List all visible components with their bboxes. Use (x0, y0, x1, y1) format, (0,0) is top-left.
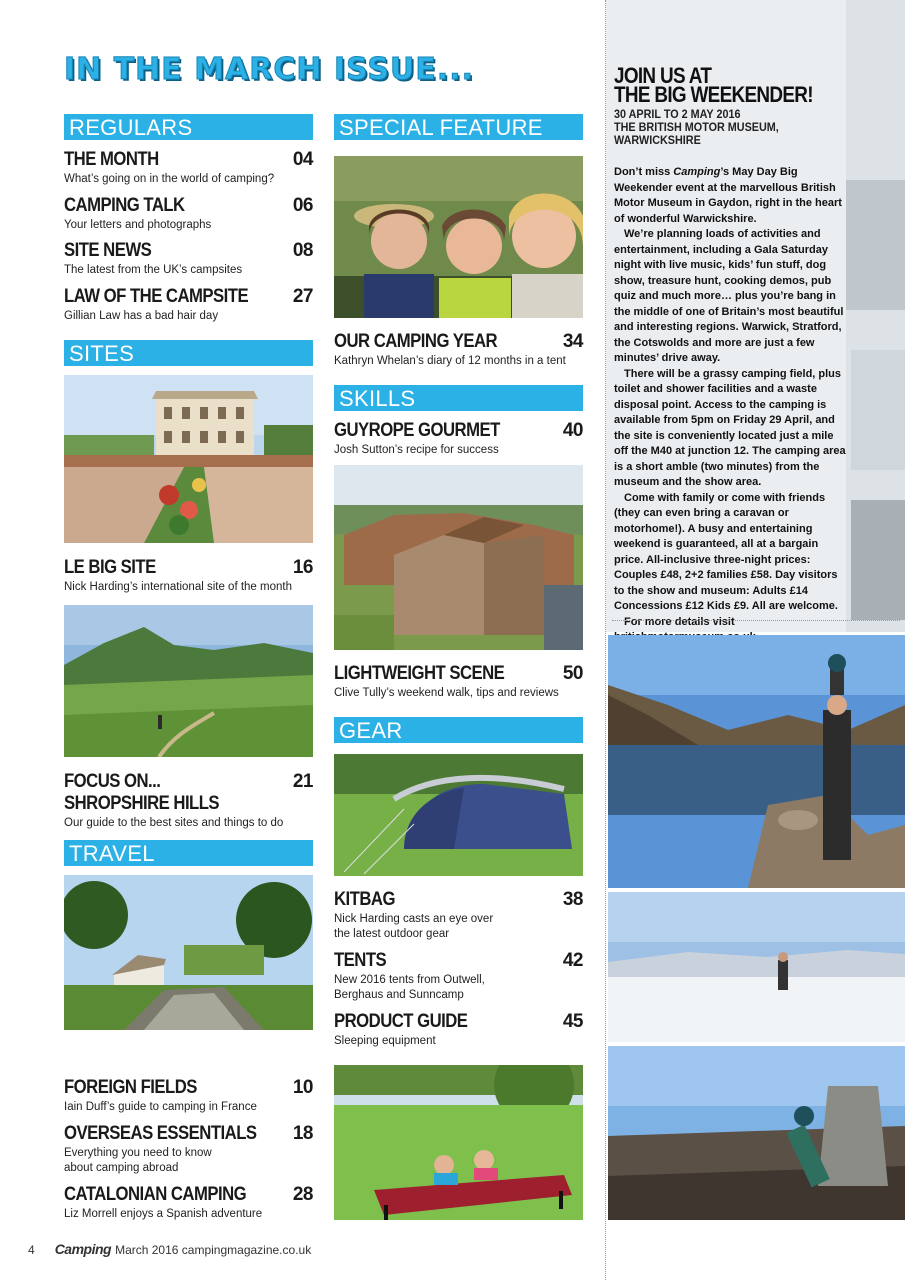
entry-page: 28 (292, 1184, 313, 1205)
sidebar-dates: 30 APRIL TO 2 MAY 2016 (614, 107, 741, 121)
entry-desc: Liz Morrell enjoys a Spanish adventure (64, 1208, 263, 1220)
entry-desc: Josh Sutton’s recipe for success (334, 444, 499, 456)
entry-desc: Nick Harding casts an eye over (334, 913, 494, 925)
magazine-name: Camping (673, 166, 721, 178)
toc-entry-our-camping-year[interactable] (334, 331, 583, 368)
entry-page: 34 (562, 331, 583, 352)
entry-desc: Sleeping equipment (334, 1035, 436, 1047)
entry-desc: Clive Tully’s weekend walk, tips and reviews (334, 687, 559, 699)
toc-entry-overseas-essentials[interactable] (64, 1123, 313, 1175)
photo-trig-point-streetview (608, 1046, 905, 1220)
toc-entry-foreign-fields[interactable] (64, 1077, 313, 1114)
entry-page: 27 (292, 286, 313, 307)
entry-title: OUR CAMPING YEAR (334, 331, 498, 352)
entry-desc: What’s going on in the world of camping? (64, 173, 275, 185)
entry-title: LAW OF THE CAMPSITE (64, 286, 249, 307)
entry-page: 40 (562, 420, 583, 441)
sidebar-paragraph-4: Come with family or come with friends (they can even bring a caravan or motorhome!). A busy and entertaining weekend is guaranteed, all at a bargain price. All-inclusive three-night prices: Couples £48, 2+2 families £58. Day visitors to the show and museum: Adults £14 Concessions £12 Kids £9. All are welcome. (614, 491, 838, 612)
entry-desc: Our guide to the best sites and things to do (64, 817, 284, 829)
entry-desc: New 2016 tents from Outwell, (334, 974, 485, 986)
entry-page: 10 (292, 1077, 313, 1098)
toc-entry-lightweight-scene[interactable] (334, 663, 583, 700)
big-weekender-box (614, 63, 846, 661)
photo-shropshire-hills (64, 605, 313, 757)
entry-title: SITE NEWS (64, 240, 152, 261)
photo-children-on-airbed (334, 1065, 583, 1220)
sidebar-paragraph-2: We’re planning loads of activities and entertainment, including a Gala Saturday night with live music, kids’ fun stuff, dog show, treasure hunt, cooking demos, pub quiz and much more… plus you’re bang in the middle of one of Britain’s most beautiful and interesting regions. Warwick, Stratford, the Cotswolds and more are just a few minutes’ drive away. (614, 228, 844, 364)
entry-page: 08 (292, 240, 313, 261)
entry-title: TENTS (334, 950, 387, 971)
entry-page: 38 (562, 889, 583, 910)
sidebar-venue: THE BRITISH MOTOR MUSEUM, (614, 120, 779, 134)
toc-entry-product-guide[interactable] (334, 1011, 583, 1048)
section-header-travel: TRAVEL (64, 840, 313, 866)
photo-lake-streetview-hiker (608, 635, 905, 888)
entry-title: PRODUCT GUIDE (334, 1011, 468, 1032)
entry-desc: Nick Harding’s international site of the month (64, 581, 292, 593)
toc-entry-catalonian-camping[interactable] (64, 1184, 313, 1221)
toc-entry-tents[interactable] (334, 950, 583, 1002)
sidebar-divider (612, 620, 900, 621)
entry-page: 21 (292, 771, 313, 792)
entry-desc: Kathryn Whelan’s diary of 12 months in a tent (334, 355, 566, 367)
entry-page: 50 (562, 663, 583, 684)
toc-entry-guyrope-gourmet[interactable] (334, 420, 583, 457)
sidebar-paragraph-1: Don’t miss Camping’s May Day Big Weekender event at the marvellous British Motor Museum in Gaydon, right in the heart of wonderful Warwickshire. (614, 166, 842, 225)
toc-entry-kitbag[interactable] (334, 889, 583, 941)
toc-entry-the-month[interactable] (64, 149, 313, 186)
entry-title: FOREIGN FIELDS (64, 1077, 197, 1098)
sidebar-heading-line1: JOIN US AT (614, 63, 712, 88)
toc-entry-camping-talk[interactable] (64, 195, 313, 232)
entry-title: THE MONTH (64, 149, 159, 170)
photo-french-river-village (64, 875, 313, 1030)
photo-snowy-peak-streetview (608, 892, 905, 1042)
photo-chateau-campsite (64, 375, 313, 543)
sidebar-county: WARWICKSHIRE (614, 133, 701, 147)
page-title: IN THE MARCH ISSUE... (64, 52, 475, 87)
entry-page: 42 (562, 950, 583, 971)
entry-page: 04 (292, 149, 313, 170)
photo-stone-castle (334, 465, 583, 650)
page-number: 4 (28, 1243, 35, 1257)
toc-entry-focus-on-shropshire-hills[interactable] (64, 771, 313, 830)
entry-title: CATALONIAN CAMPING (64, 1184, 247, 1205)
entry-page: 06 (292, 195, 313, 216)
entry-title: OVERSEAS ESSENTIALS (64, 1123, 257, 1144)
entry-title: LIGHTWEIGHT SCENE (334, 663, 505, 684)
entry-desc-line2: the latest outdoor gear (334, 928, 450, 940)
camping-logo: Camping (54, 1241, 112, 1257)
entry-page: 45 (562, 1011, 583, 1032)
entry-desc: Your letters and photographs (64, 219, 212, 231)
photo-three-women-selfie (334, 156, 583, 318)
section-header-skills: SKILLS (334, 385, 583, 411)
toc-entry-le-big-site[interactable] (64, 557, 313, 594)
entry-desc: The latest from the UK’s campsites (64, 264, 243, 276)
section-header-gear: GEAR (334, 717, 583, 743)
sidebar-body (614, 165, 846, 661)
entry-title: KITBAG (334, 889, 395, 910)
entry-page: 16 (292, 557, 313, 578)
toc-entry-site-news[interactable] (64, 240, 313, 277)
photo-tunnel-tent (334, 754, 583, 876)
footer-issue: March 2016 (115, 1243, 179, 1257)
footer-website[interactable]: campingmagazine.co.uk (181, 1243, 312, 1257)
entry-title-line2: SHROPSHIRE HILLS (64, 793, 220, 814)
entry-title: FOCUS ON... (64, 771, 161, 792)
entry-title: LE BIG SITE (64, 557, 156, 578)
sidebar-heading-line2: THE BIG WEEKENDER! (614, 82, 813, 107)
toc-entry-law-of-the-campsite[interactable] (64, 286, 313, 323)
entry-desc-line2: Berghaus and Sunncamp (334, 989, 464, 1001)
column-divider (605, 0, 606, 1280)
entry-desc: Everything you need to know (64, 1147, 212, 1159)
sidebar-paragraph-3: There will be a grassy camping field, plus toilet and shower facilities and a waste disposal point. Access to the camping is available from 5pm on Friday 29 April, and the site is conveniently located just a mile off the M40 at junction 12. The camping area is a short amble (two minutes) from the museum and the show area. (614, 367, 846, 488)
section-header-sites: SITES (64, 340, 313, 366)
section-header-regulars: REGULARS (64, 114, 313, 140)
sidebar-paragraph-5: For more details visit (614, 615, 846, 662)
entry-title: GUYROPE GOURMET (334, 420, 500, 441)
entry-desc: Gillian Law has a bad hair day (64, 310, 219, 322)
page-footer (28, 1241, 311, 1257)
entry-title: CAMPING TALK (64, 195, 185, 216)
entry-page: 18 (292, 1123, 313, 1144)
entry-desc-line2: about camping abroad (64, 1162, 179, 1174)
entry-desc: Iain Duff’s guide to camping in France (64, 1101, 257, 1113)
section-header-special-feature: SPECIAL FEATURE (334, 114, 583, 140)
